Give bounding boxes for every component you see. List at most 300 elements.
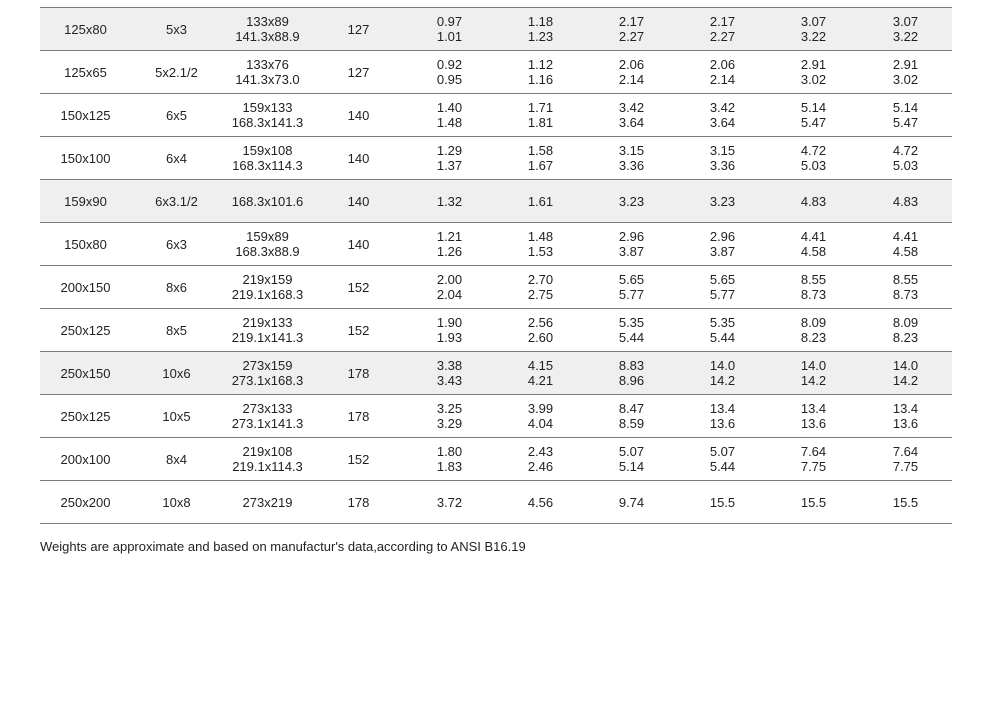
cell-value: 140: [347, 193, 370, 209]
table-cell: [40, 94, 131, 137]
cell-value: 4.72: [800, 143, 827, 158]
table-cell: [677, 8, 768, 51]
cell-value: 2.17: [709, 14, 736, 29]
table-cell: [495, 223, 586, 266]
cell-value: 2.06: [618, 57, 645, 72]
cell-value: 10x8: [162, 494, 191, 510]
table-cell: [768, 481, 859, 524]
cell-value: 1.93: [436, 330, 463, 345]
cell-value: 200x150: [60, 279, 111, 295]
cell-value: 3.29: [436, 416, 463, 431]
table-cell: [313, 438, 404, 481]
table-cell: [313, 266, 404, 309]
cell-value: 1.58: [527, 143, 554, 158]
table-cell: [131, 137, 222, 180]
cell-value: 273.1x168.3: [231, 373, 304, 388]
cell-value: 3.36: [709, 158, 736, 173]
table-cell: [404, 352, 495, 395]
table-cell: [677, 266, 768, 309]
cell-value: 5.03: [800, 158, 827, 173]
cell-value: 2.04: [436, 287, 463, 302]
cell-value: 5.47: [800, 115, 827, 130]
table-cell: [495, 180, 586, 223]
cell-value: 2.70: [527, 272, 554, 287]
cell-value: 8.55: [892, 272, 919, 287]
cell-value: 2.75: [527, 287, 554, 302]
table-cell: [404, 223, 495, 266]
table-cell: [222, 438, 313, 481]
cell-value: 3.15: [709, 143, 736, 158]
cell-value: 3.07: [892, 14, 919, 29]
cell-value: 4.41: [892, 229, 919, 244]
cell-value: 1.83: [436, 459, 463, 474]
cell-value: 141.3x88.9: [235, 29, 300, 44]
cell-value: 3.99: [527, 401, 554, 416]
table-row: [40, 395, 952, 438]
cell-value: 4.72: [892, 143, 919, 158]
cell-value: 2.46: [527, 459, 554, 474]
table-cell: [859, 94, 952, 137]
cell-value: 2.91: [892, 57, 919, 72]
cell-value: 8.59: [618, 416, 645, 431]
table-cell: [768, 94, 859, 137]
table-cell: [768, 395, 859, 438]
cell-value: 1.26: [436, 244, 463, 259]
table-cell: [313, 51, 404, 94]
table-cell: [404, 438, 495, 481]
table-cell: [222, 481, 313, 524]
cell-value: 5.07: [618, 444, 645, 459]
cell-value: 3.23: [709, 193, 736, 209]
cell-value: 250x125: [60, 408, 111, 424]
table-cell: [859, 309, 952, 352]
weights-table: [40, 7, 952, 524]
cell-value: 13.4: [800, 401, 827, 416]
cell-value: 1.21: [436, 229, 463, 244]
cell-value: 152: [347, 451, 370, 467]
table-cell: [859, 137, 952, 180]
cell-value: 125x65: [64, 64, 107, 80]
cell-value: 273.1x141.3: [231, 416, 304, 431]
cell-value: 5.35: [618, 315, 645, 330]
cell-value: 273x133: [242, 401, 293, 416]
cell-value: 168.3x141.3: [231, 115, 304, 130]
table-cell: [131, 8, 222, 51]
table-cell: [586, 8, 677, 51]
cell-value: 150x100: [60, 150, 111, 166]
table-cell: [677, 137, 768, 180]
cell-value: 8.73: [892, 287, 919, 302]
table-cell: [40, 180, 131, 223]
table-cell: [495, 352, 586, 395]
table-cell: [768, 438, 859, 481]
cell-value: 3.64: [709, 115, 736, 130]
cell-value: 5.07: [709, 444, 736, 459]
table-row: [40, 352, 952, 395]
table-cell: [40, 223, 131, 266]
table-cell: [313, 8, 404, 51]
table-row: [40, 438, 952, 481]
table-cell: [222, 352, 313, 395]
cell-value: 8.83: [618, 358, 645, 373]
table-cell: [495, 94, 586, 137]
cell-value: 8x6: [166, 279, 187, 295]
cell-value: 1.48: [436, 115, 463, 130]
cell-value: 2.17: [618, 14, 645, 29]
cell-value: 159x89: [246, 229, 289, 244]
table-cell: [768, 223, 859, 266]
cell-value: 5.77: [709, 287, 736, 302]
cell-value: 8.23: [892, 330, 919, 345]
table-cell: [586, 352, 677, 395]
cell-value: 3.07: [800, 14, 827, 29]
cell-value: 5.14: [892, 100, 919, 115]
table-cell: [131, 51, 222, 94]
cell-value: 0.97: [436, 14, 463, 29]
table-cell: [677, 223, 768, 266]
cell-value: 125x80: [64, 21, 107, 37]
cell-value: 219.1x114.3: [232, 459, 303, 474]
cell-value: 159x133: [242, 100, 293, 115]
cell-value: 13.6: [800, 416, 827, 431]
table-cell: [495, 51, 586, 94]
cell-value: 8.55: [800, 272, 827, 287]
cell-value: 127: [347, 21, 370, 37]
cell-value: 3.87: [709, 244, 736, 259]
table-cell: [404, 266, 495, 309]
cell-value: 8x4: [166, 451, 187, 467]
table-cell: [40, 266, 131, 309]
table-cell: [222, 137, 313, 180]
cell-value: 2.00: [436, 272, 463, 287]
cell-value: 3.36: [618, 158, 645, 173]
cell-value: 5x3: [166, 21, 187, 37]
cell-value: 5.44: [709, 459, 736, 474]
cell-value: 3.87: [618, 244, 645, 259]
table-cell: [768, 352, 859, 395]
cell-value: 1.32: [436, 193, 463, 209]
cell-value: 250x200: [60, 494, 111, 510]
table-row: [40, 94, 952, 137]
cell-value: 1.67: [527, 158, 554, 173]
cell-value: 4.83: [892, 193, 919, 209]
cell-value: 5.35: [709, 315, 736, 330]
table-cell: [677, 438, 768, 481]
table-cell: [404, 309, 495, 352]
table-cell: [404, 94, 495, 137]
table-cell: [313, 395, 404, 438]
table-cell: [495, 438, 586, 481]
table-cell: [768, 309, 859, 352]
cell-value: 3.02: [892, 72, 919, 87]
table-cell: [859, 395, 952, 438]
table-cell: [313, 223, 404, 266]
table-cell: [586, 180, 677, 223]
cell-value: 14.2: [709, 373, 736, 388]
table-cell: [222, 395, 313, 438]
cell-value: 4.15: [527, 358, 554, 373]
table-cell: [131, 481, 222, 524]
cell-value: 6x4: [166, 150, 187, 166]
cell-value: 9.74: [618, 494, 645, 510]
cell-value: 13.4: [709, 401, 736, 416]
table-cell: [586, 395, 677, 438]
cell-value: 1.53: [527, 244, 554, 259]
cell-value: 6x3: [166, 236, 187, 252]
cell-value: 8.09: [800, 315, 827, 330]
cell-value: 4.58: [800, 244, 827, 259]
cell-value: 273x159: [242, 358, 293, 373]
table-cell: [586, 137, 677, 180]
table-cell: [495, 395, 586, 438]
table-cell: [40, 395, 131, 438]
cell-value: 5.77: [618, 287, 645, 302]
cell-value: 7.75: [800, 459, 827, 474]
cell-value: 1.12: [527, 57, 554, 72]
cell-value: 140: [347, 236, 370, 252]
table-row: [40, 8, 952, 51]
table-cell: [40, 51, 131, 94]
cell-value: 133x76: [246, 57, 289, 72]
table-row: [40, 309, 952, 352]
table-cell: [677, 180, 768, 223]
cell-value: 14.0: [800, 358, 827, 373]
footnote: Weights are approximate and based on manufactur's data,according to ANSI B16.19: [40, 539, 526, 554]
cell-value: 2.96: [709, 229, 736, 244]
cell-value: 5.44: [618, 330, 645, 345]
table-cell: [677, 51, 768, 94]
cell-value: 150x125: [60, 107, 111, 123]
cell-value: 2.14: [709, 72, 736, 87]
table-cell: [586, 51, 677, 94]
table-cell: [131, 395, 222, 438]
table-cell: [222, 94, 313, 137]
cell-value: 1.71: [527, 100, 554, 115]
cell-value: 152: [347, 279, 370, 295]
cell-value: 219x159: [242, 272, 293, 287]
cell-value: 250x150: [60, 365, 111, 381]
table-cell: [768, 51, 859, 94]
cell-value: 3.23: [618, 193, 645, 209]
cell-value: 14.2: [892, 373, 919, 388]
cell-value: 7.64: [800, 444, 827, 459]
cell-value: 5.14: [618, 459, 645, 474]
table-cell: [40, 137, 131, 180]
cell-value: 219x108: [242, 444, 293, 459]
cell-value: 5.03: [892, 158, 919, 173]
cell-value: 13.6: [892, 416, 919, 431]
table-cell: [586, 223, 677, 266]
cell-value: 8.96: [618, 373, 645, 388]
cell-value: 200x100: [60, 451, 111, 467]
cell-value: 7.75: [892, 459, 919, 474]
cell-value: 141.3x73.0: [235, 72, 300, 87]
cell-value: 3.22: [800, 29, 827, 44]
table-cell: [859, 266, 952, 309]
cell-value: 5x2.1/2: [155, 64, 198, 80]
table-cell: [495, 309, 586, 352]
cell-value: 15.5: [892, 494, 919, 510]
cell-value: 4.41: [800, 229, 827, 244]
cell-value: 219.1x168.3: [231, 287, 304, 302]
cell-value: 6x3.1/2: [155, 193, 198, 209]
table-cell: [859, 481, 952, 524]
table-cell: [677, 94, 768, 137]
cell-value: 219x133: [242, 315, 293, 330]
table-cell: [313, 137, 404, 180]
cell-value: 1.23: [527, 29, 554, 44]
cell-value: 14.0: [892, 358, 919, 373]
cell-value: 178: [347, 494, 370, 510]
table-cell: [859, 8, 952, 51]
cell-value: 2.56: [527, 315, 554, 330]
cell-value: 2.60: [527, 330, 554, 345]
table-cell: [222, 266, 313, 309]
cell-value: 8.47: [618, 401, 645, 416]
table-cell: [859, 223, 952, 266]
cell-value: 1.16: [527, 72, 554, 87]
cell-value: 178: [347, 365, 370, 381]
cell-value: 3.38: [436, 358, 463, 373]
table-cell: [677, 309, 768, 352]
cell-value: 5.14: [800, 100, 827, 115]
cell-value: 2.96: [618, 229, 645, 244]
table-cell: [768, 8, 859, 51]
cell-value: 178: [347, 408, 370, 424]
cell-value: 4.04: [527, 416, 554, 431]
table-cell: [404, 137, 495, 180]
table-cell: [131, 438, 222, 481]
table-row: [40, 51, 952, 94]
table-cell: [404, 180, 495, 223]
cell-value: 1.48: [527, 229, 554, 244]
cell-value: 219.1x141.3: [231, 330, 304, 345]
cell-value: 14.2: [800, 373, 827, 388]
table-row: [40, 180, 952, 223]
cell-value: 3.64: [618, 115, 645, 130]
cell-value: 3.72: [436, 494, 463, 510]
table-cell: [313, 309, 404, 352]
cell-value: 3.43: [436, 373, 463, 388]
cell-value: 168.3x114.3: [232, 158, 303, 173]
table-cell: [313, 180, 404, 223]
table-cell: [586, 481, 677, 524]
table-cell: [586, 94, 677, 137]
cell-value: 0.92: [436, 57, 463, 72]
table-cell: [768, 137, 859, 180]
table-cell: [222, 223, 313, 266]
cell-value: 152: [347, 322, 370, 338]
cell-value: 140: [347, 150, 370, 166]
table-cell: [495, 137, 586, 180]
cell-value: 3.15: [618, 143, 645, 158]
table-cell: [859, 352, 952, 395]
table-cell: [131, 352, 222, 395]
cell-value: 168.3x88.9: [235, 244, 300, 259]
table-cell: [131, 309, 222, 352]
table-cell: [222, 8, 313, 51]
table-cell: [768, 266, 859, 309]
cell-value: 150x80: [64, 236, 107, 252]
table-cell: [677, 352, 768, 395]
table-cell: [404, 481, 495, 524]
cell-value: 14.0: [709, 358, 736, 373]
cell-value: 2.91: [800, 57, 827, 72]
table-cell: [131, 94, 222, 137]
table-cell: [40, 8, 131, 51]
table-cell: [131, 223, 222, 266]
cell-value: 7.64: [892, 444, 919, 459]
table-cell: [131, 266, 222, 309]
table-cell: [495, 481, 586, 524]
table-cell: [859, 180, 952, 223]
cell-value: 15.5: [709, 494, 736, 510]
cell-value: 2.14: [618, 72, 645, 87]
cell-value: 3.22: [892, 29, 919, 44]
cell-value: 1.80: [436, 444, 463, 459]
table-cell: [677, 481, 768, 524]
cell-value: 2.06: [709, 57, 736, 72]
cell-value: 5.65: [618, 272, 645, 287]
table-cell: [313, 352, 404, 395]
table-cell: [768, 180, 859, 223]
table-cell: [586, 309, 677, 352]
cell-value: 13.6: [709, 416, 736, 431]
cell-value: 1.81: [527, 115, 554, 130]
table-cell: [222, 51, 313, 94]
table-cell: [404, 395, 495, 438]
cell-value: 5.65: [709, 272, 736, 287]
table-cell: [586, 266, 677, 309]
cell-value: 1.40: [436, 100, 463, 115]
cell-value: 159x108: [242, 143, 293, 158]
cell-value: 1.90: [436, 315, 463, 330]
table-cell: [313, 94, 404, 137]
cell-value: 1.29: [436, 143, 463, 158]
cell-value: 127: [347, 64, 370, 80]
cell-value: 8.09: [892, 315, 919, 330]
cell-value: 4.21: [527, 373, 554, 388]
table-cell: [495, 266, 586, 309]
table-row: [40, 481, 952, 524]
table-row: [40, 137, 952, 180]
cell-value: 8.73: [800, 287, 827, 302]
cell-value: 15.5: [800, 494, 827, 510]
table-cell: [313, 481, 404, 524]
table-cell: [40, 309, 131, 352]
table-body: [40, 8, 952, 524]
cell-value: 3.25: [436, 401, 463, 416]
cell-value: 273x219: [242, 494, 293, 510]
cell-value: 0.95: [436, 72, 463, 87]
cell-value: 1.01: [436, 29, 463, 44]
cell-value: 3.42: [618, 100, 645, 115]
cell-value: 10x5: [162, 408, 191, 424]
table-cell: [404, 8, 495, 51]
table-cell: [859, 438, 952, 481]
cell-value: 2.43: [527, 444, 554, 459]
cell-value: 8.23: [800, 330, 827, 345]
table-cell: [131, 180, 222, 223]
cell-value: 4.58: [892, 244, 919, 259]
table-cell: [222, 180, 313, 223]
cell-value: 4.56: [527, 494, 554, 510]
cell-value: 5.47: [892, 115, 919, 130]
table-row: [40, 223, 952, 266]
cell-value: 133x89: [246, 14, 289, 29]
table-row: [40, 266, 952, 309]
cell-value: 2.27: [709, 29, 736, 44]
